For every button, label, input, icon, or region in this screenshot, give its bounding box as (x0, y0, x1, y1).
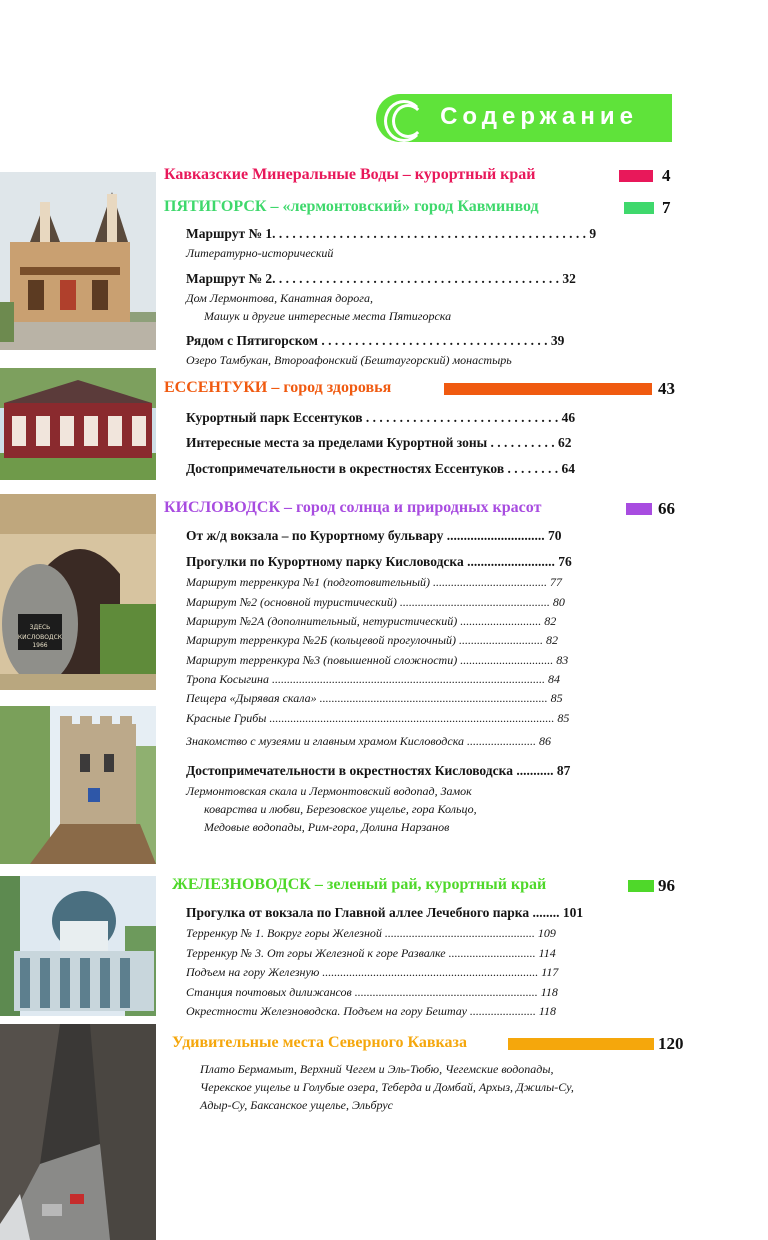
toc-entry[interactable]: Станция почтовых дилижансов ............................................................. 118 (186, 985, 558, 999)
photo-kislovodsk-castle (0, 706, 156, 864)
section-kislovodsk-page: 66 (658, 499, 675, 518)
photo-kislovodsk-stone-gate (0, 494, 156, 690)
toc-entry[interactable]: Окрестности Железноводска. Подъем на гору Бештау ...................... 118 (186, 1004, 557, 1018)
section-pyatigorsk[interactable] (164, 198, 684, 220)
section-essentuki-color-bar (444, 383, 652, 395)
toc-entry-desc: Медовые водопады, Рим-гора, Долина Нарзанов (204, 820, 450, 834)
toc-entry[interactable]: Курортный парк Ессентуков . . . . . . . . . . . . . . . . . . . . . . . . . . . . . 46 (186, 410, 576, 425)
toc-entry[interactable]: Маршрут терренкура №2Б (кольцевой прогулочный) ............................ 82 (186, 633, 558, 647)
toc-entry-desc: Озеро Тамбукан, Второафонский (Бештаугорский) монастырь (186, 353, 512, 367)
section-zheleznovodsk-color-bar (628, 880, 654, 892)
section-severny-kavkaz-title: Удивительные места Северного Кавказа (172, 1034, 467, 1051)
toc-entry[interactable]: Прогулка от вокзала по Главной аллее Лечебного парка ........ 101 (186, 905, 584, 920)
section-kmv-color-bar (619, 170, 653, 182)
section-essentuki-page: 43 (658, 379, 675, 398)
toc-entry[interactable]: Интересные места за пределами Курортной зоны . . . . . . . . . . 62 (186, 435, 572, 450)
section-severny-kavkaz[interactable] (172, 1034, 702, 1056)
toc-entry[interactable]: Пещера «Дырявая скала» ............................................................................ 85 (186, 691, 563, 705)
section-zheleznovodsk[interactable] (172, 876, 692, 898)
svg-text:ЗДЕСЬ: ЗДЕСЬ (29, 624, 51, 631)
photo-pyatigorsk-pavilion (0, 172, 156, 350)
toc-entry[interactable]: Красные Грибы ............................................................................................... 85 (186, 711, 570, 725)
toc-entry[interactable]: Знакомство с музеями и главным храмом Кисловодска ....................... 86 (186, 734, 552, 748)
section-pyatigorsk-title: ПЯТИГОРСК – «лермонтовский» город Кавминвод (164, 198, 539, 215)
toc-entry[interactable]: Маршрут терренкура №3 (повышенной сложности) ............................... 83 (186, 653, 569, 667)
photo-essentuki-building (0, 368, 156, 480)
toc-entry[interactable]: Достопримечательности в окрестностях Кисловодска ........... 87 (186, 763, 571, 778)
toc-entry-desc: Лермонтовская скала и Лермонтовский водопад, Замок (186, 784, 472, 798)
toc-entry[interactable]: Маршрут № 1. . . . . . . . . . . . . . . . . . . . . . . . . . . . . . . . . . . . . . . . . . . . . . . 9 (186, 226, 597, 241)
toc-entry[interactable]: От ж/д вокзала – по Курортному бульвару ............................. 70 (186, 528, 562, 543)
section-kmv-title: Кавказские Минеральные Воды – курортный край (164, 166, 536, 183)
toc-entry-desc: Черекское ущелье и Голубые озера, Теберда и Домбай, Архыз, Джилы-Су, (200, 1080, 574, 1094)
section-pyatigorsk-page: 7 (662, 198, 671, 217)
section-zheleznovodsk-page: 96 (658, 876, 675, 895)
toc-entry-desc: Адыр-Су, Баксанское ущелье, Эльбрус (200, 1098, 393, 1112)
toc-entry[interactable]: Тропа Косыгина ........................................................................................... 84 (186, 672, 560, 686)
toc-entry[interactable]: Рядом с Пятигорском . . . . . . . . . . . . . . . . . . . . . . . . . . . . . . . . . . 39 (186, 333, 565, 348)
svg-text:1966: 1966 (32, 642, 48, 649)
toc-entry-desc: Машук и другие интересные места Пятигорска (204, 309, 452, 323)
section-severny-kavkaz-page: 120 (658, 1034, 684, 1053)
section-kislovodsk-color-bar (626, 503, 652, 515)
toc-entry[interactable]: Маршрут № 2. . . . . . . . . . . . . . . . . . . . . . . . . . . . . . . . . . . . . . . . . . . 32 (186, 271, 576, 286)
section-essentuki[interactable] (164, 379, 694, 401)
toc-entry[interactable]: Достопримечательности в окрестностях Ессентуков . . . . . . . . 64 (186, 461, 575, 476)
section-essentuki-title: ЕССЕНТУКИ – город здоровья (164, 379, 392, 396)
section-zheleznovodsk-title: ЖЕЛЕЗНОВОДСК – зеленый рай, курортный край (172, 876, 547, 893)
section-kislovodsk-title: КИСЛОВОДСК – город солнца и природных красот (164, 499, 542, 516)
toc-entry-desc: Плато Бермамыт, Верхний Чегем и Эль-Тюбю, Чегемские водопады, (200, 1062, 554, 1076)
toc-entry[interactable]: Маршрут №2 (основной туристический) .................................................. 80 (186, 595, 565, 609)
toc-entry[interactable]: Маршрут терренкура №1 (подготовительный) ...................................... 77 (186, 575, 563, 589)
section-kislovodsk[interactable] (164, 499, 694, 521)
toc-entry[interactable]: Терренкур № 3. От горы Железной к горе Развалке ............................. 114 (186, 946, 556, 960)
section-severny-kavkaz-color-bar (508, 1038, 654, 1050)
svg-text:КИСЛОВОДСК: КИСЛОВОДСК (17, 634, 63, 641)
photo-mountain-road (0, 1024, 156, 1240)
toc-entry-desc: Литературно-исторический (186, 246, 334, 260)
section-kmv[interactable] (164, 166, 684, 188)
section-kmv-page: 4 (662, 166, 671, 185)
toc-entry-desc: коварства и любви, Березовское ущелье, гора Кольцо, (204, 802, 477, 816)
toc-entry[interactable]: Терренкур № 1. Вокруг горы Железной .................................................. 109 (186, 926, 556, 940)
contents-header (376, 94, 672, 142)
toc-entry[interactable]: Подъем на гору Железную ........................................................................ 117 (186, 965, 559, 979)
toc-entry[interactable]: Маршрут №2А (дополнительный, нетуристический) ........................... 82 (186, 614, 557, 628)
contents-title: Содержание (440, 103, 638, 130)
toc-entry[interactable]: Прогулки по Курортному парку Кисловодска .......................... 76 (186, 554, 572, 569)
section-pyatigorsk-color-bar (624, 202, 654, 214)
photo-zheleznovodsk-gallery (0, 876, 156, 1016)
toc-entry-desc: Дом Лермонтова, Канатная дорога, (186, 291, 373, 305)
